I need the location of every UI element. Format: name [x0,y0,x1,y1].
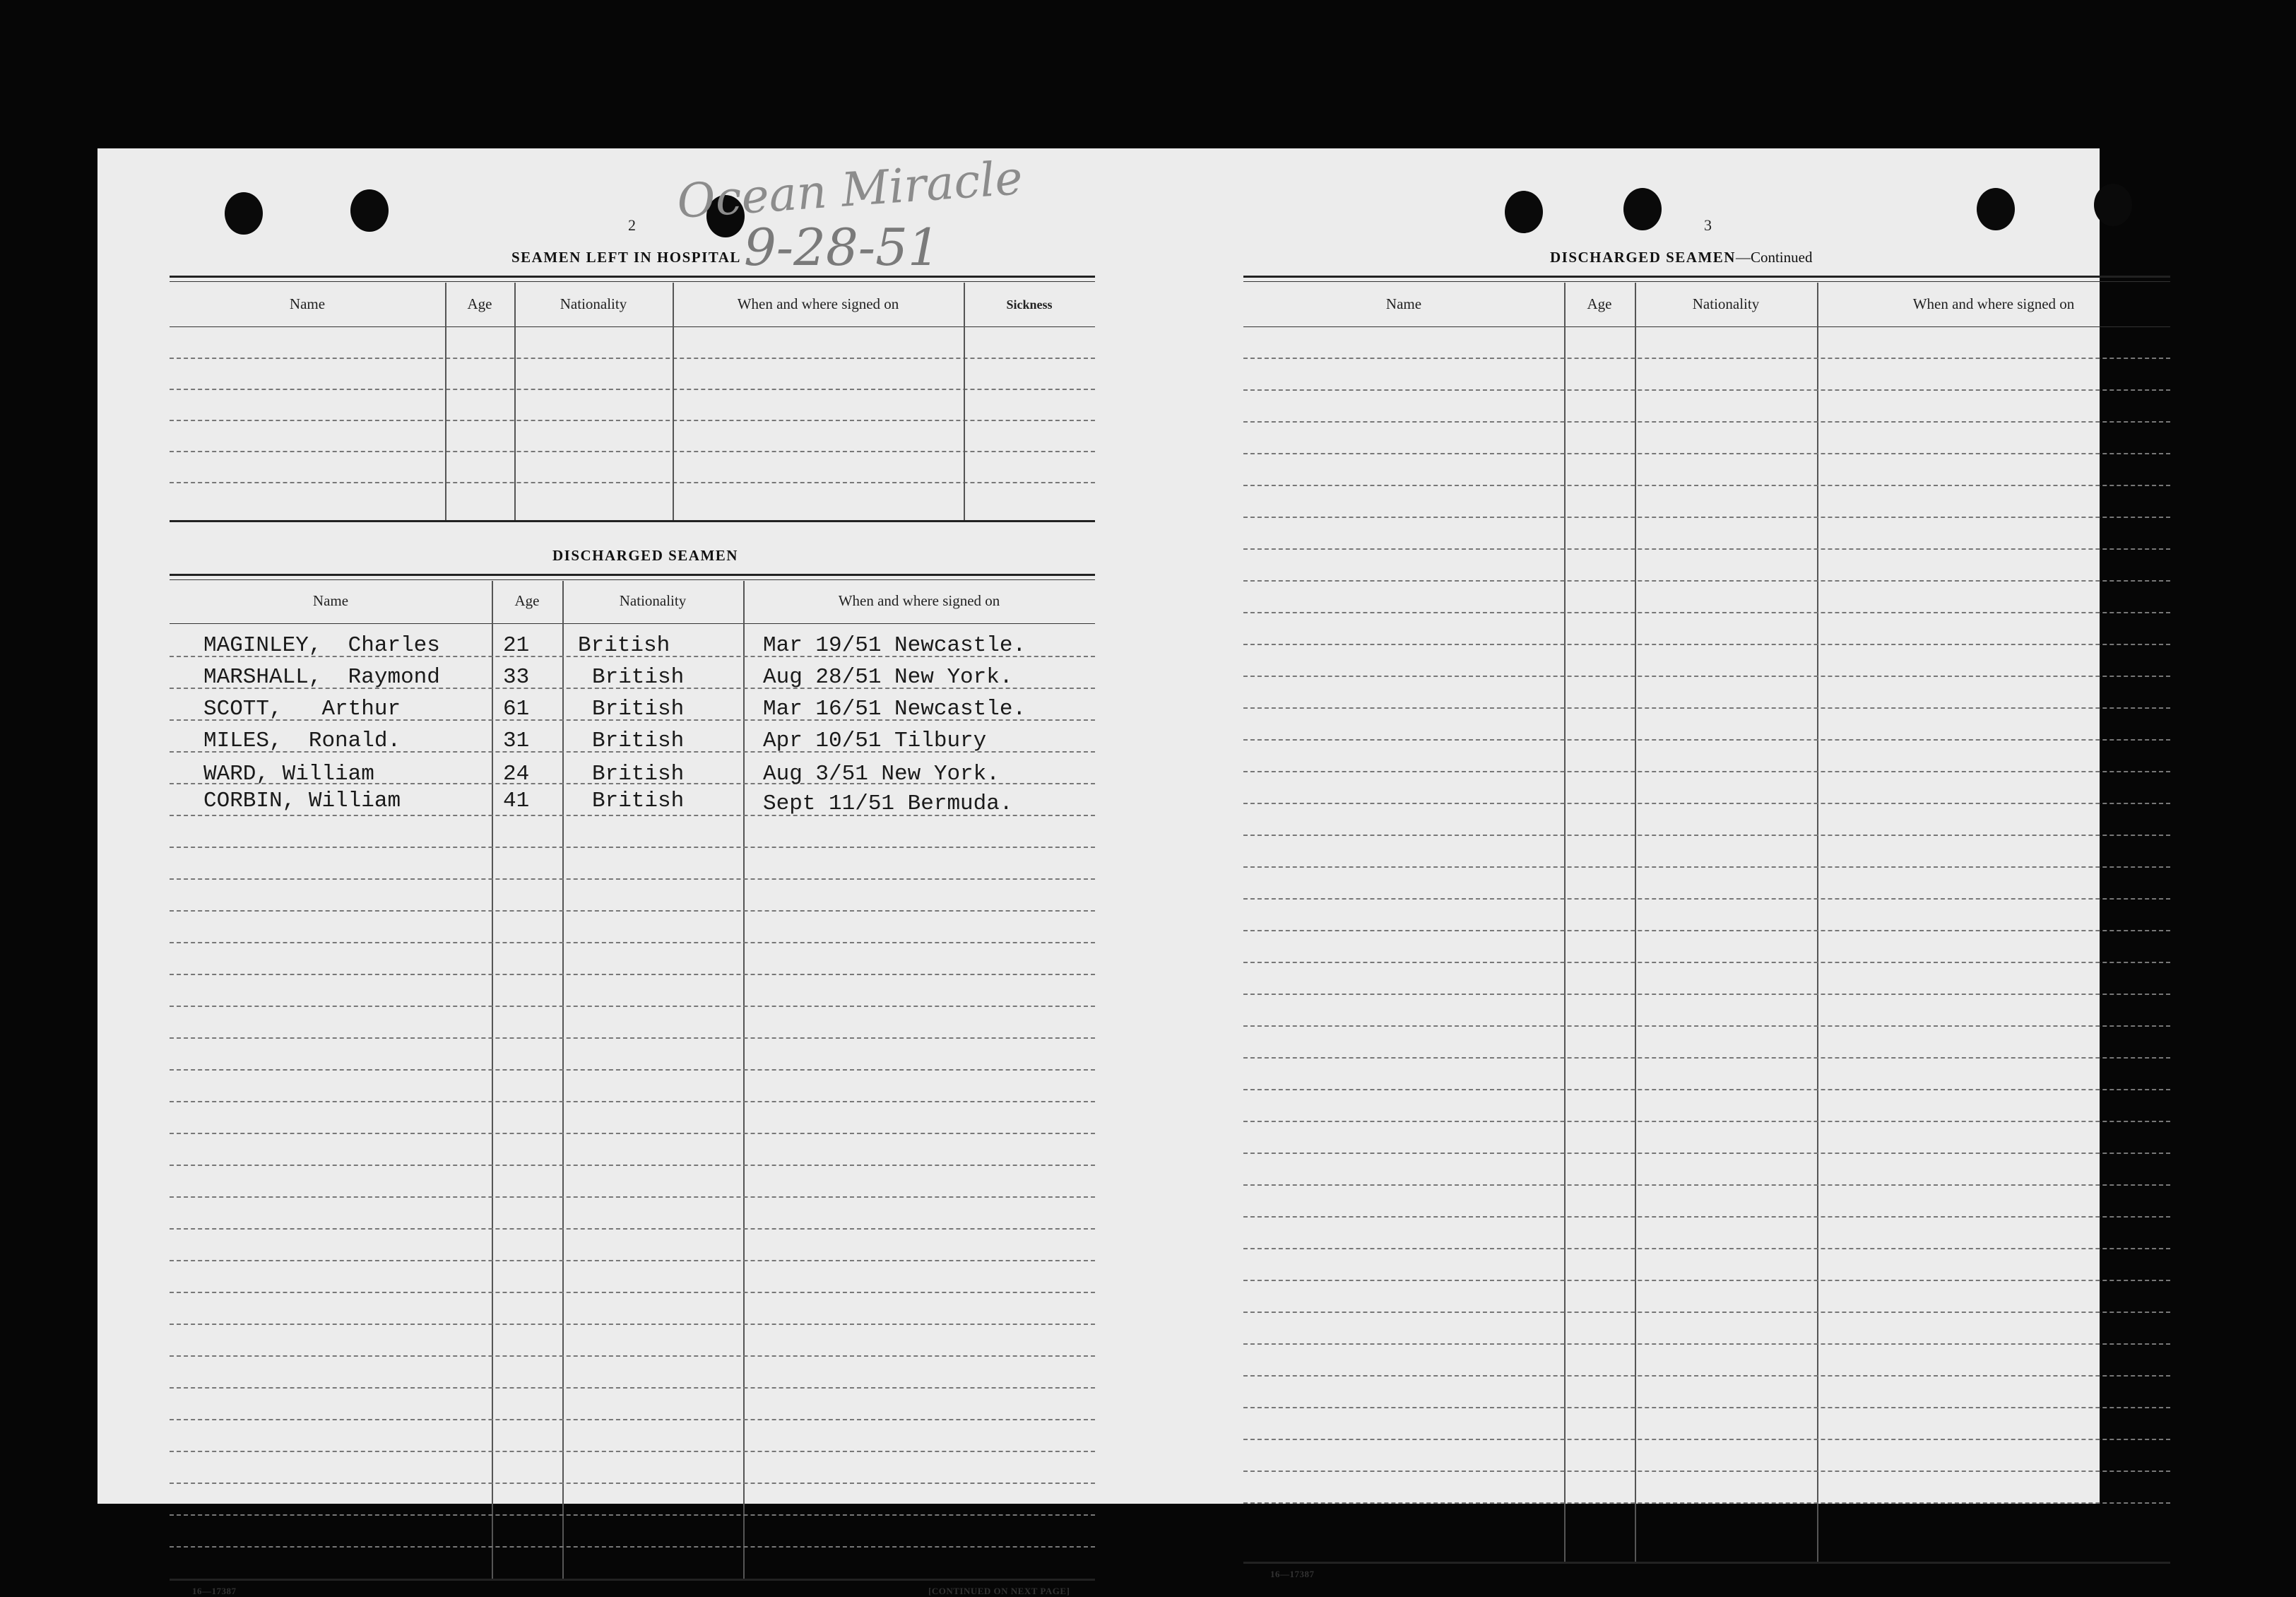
row-3-signed-on: Mar 16/51 Newcastle. [763,697,1026,721]
row-line [1243,1280,2170,1281]
hospital-col-signed-on: When and where signed on [737,295,899,312]
row-line [170,1514,1095,1516]
row-line [170,910,1095,912]
row-line [1243,676,2170,677]
row-line [1243,1502,2170,1504]
hospital-col-name: Name [289,295,326,312]
row-line [170,1133,1095,1134]
row-5-nationality: British [592,762,685,786]
column-divider [743,581,745,1579]
row-line [170,389,1095,390]
row-line [1243,1216,2170,1218]
row-line [170,358,1095,359]
punch-hole [1505,191,1543,233]
row-line [170,451,1095,452]
row-line [1243,453,2170,454]
row-line [1243,739,2170,741]
row-line [1243,707,2170,709]
discharged-continued-title: DISCHARGED SEAMEN—Continued [1550,249,1813,266]
rule [1243,276,2170,278]
column-divider [1817,283,1818,1562]
page-number-right: 3 [1704,216,1712,234]
row-2-signed-on: Aug 28/51 New York. [763,665,1013,690]
row-line [1243,1248,2170,1249]
row-1-signed-on: Mar 19/51 Newcastle. [763,633,1026,658]
hospital-col-age: Age [467,295,492,312]
rule [1243,326,2170,327]
column-divider [673,283,674,520]
page-number-left: 2 [628,216,636,234]
rule [170,520,1095,522]
row-line [1243,1184,2170,1186]
row-line [170,1037,1095,1039]
punch-hole [350,189,389,232]
rule [1243,1562,2170,1564]
column-divider [964,283,965,520]
row-line [170,1451,1095,1452]
rule [170,281,1095,282]
row-6-name: CORBIN, William [203,789,401,813]
row-line [1243,803,2170,804]
row-4-age: 31 [503,729,530,753]
form-number-left: 16—17387 [192,1586,237,1596]
punch-hole [2094,184,2132,226]
row-line [170,420,1095,421]
row-line [170,1546,1095,1548]
right-col-name: Name [1385,295,1422,312]
hospital-col-sickness: Sickness [1006,297,1053,312]
hospital-col-nationality: Nationality [560,295,627,312]
hospital-section-title: SEAMEN LEFT IN HOSPITAL [511,249,741,266]
row-5-name: WARD, William [203,762,374,786]
discharged-col-signed-on: When and where signed on [838,592,1000,609]
row-line [1243,1312,2170,1313]
rule [170,574,1095,576]
rule [170,623,1095,624]
continued-note: [CONTINUED ON NEXT PAGE] [928,1586,1070,1596]
row-6-age: 41 [503,789,530,813]
right-col-nationality: Nationality [1692,295,1760,312]
row-line [1243,866,2170,868]
punch-hole [225,192,263,235]
discharged-col-name: Name [312,592,349,609]
document-sheet [97,148,2100,1596]
row-line [1243,1471,2170,1472]
rule [170,326,1095,327]
row-line [170,1101,1095,1102]
row-4-name: MILES, Ronald. [203,729,401,753]
rule [170,276,1095,278]
column-divider [445,283,446,520]
row-line [170,1196,1095,1198]
row-3-nationality: British [592,697,685,721]
row-line [1243,612,2170,613]
row-line [1243,930,2170,931]
row-line [1243,1089,2170,1090]
row-line [1243,1153,2170,1154]
row-line [170,1355,1095,1357]
row-6-signed-on: Sept 11/51 Bermuda. [763,791,1013,816]
row-line [1243,421,2170,423]
column-divider [1564,283,1566,1562]
row-line [170,1387,1095,1389]
row-line [1243,358,2170,359]
row-line [1243,548,2170,550]
row-line [1243,962,2170,963]
row-line [170,1165,1095,1166]
row-line [1243,1407,2170,1408]
rule [170,579,1095,580]
row-line [170,1006,1095,1007]
punch-hole [1977,188,2015,230]
row-1-name: MAGINLEY, Charles [203,633,440,658]
row-1-age: 21 [503,633,530,658]
right-col-age: Age [1587,295,1612,312]
row-line [1243,1343,2170,1345]
row-5-signed-on: Aug 3/51 New York. [763,762,1000,786]
row-line [170,1324,1095,1325]
row-line [170,482,1095,483]
column-divider [514,283,516,520]
row-line [1243,644,2170,645]
row-line [1243,835,2170,836]
rule [1243,281,2170,282]
row-1-nationality: British [578,633,670,658]
row-4-signed-on: Apr 10/51 Tilbury [763,729,987,753]
row-line [1243,1439,2170,1440]
row-line [1243,1057,2170,1059]
row-line [170,974,1095,975]
row-line [170,1260,1095,1261]
row-line [1243,389,2170,391]
punch-hole [1623,188,1662,230]
row-line [1243,1025,2170,1027]
row-5-age: 24 [503,762,530,786]
handwritten-date: 9-28-51 [744,218,940,277]
row-line [1243,1375,2170,1377]
right-col-signed-on: When and where signed on [1912,295,2075,312]
row-2-nationality: British [592,665,685,690]
row-line [1243,771,2170,772]
row-line [1243,1121,2170,1122]
row-line [170,847,1095,848]
discharged-col-nationality: Nationality [619,592,687,609]
row-line [1243,485,2170,486]
row-3-name: SCOTT, Arthur [203,697,401,721]
handwritten-vessel-name: Ocean Miracle [675,151,1024,229]
rule [170,1579,1095,1581]
row-4-nationality: British [592,729,685,753]
row-line [170,1483,1095,1484]
row-2-name: MARSHALL, Raymond [203,665,440,690]
row-line [1243,580,2170,582]
row-line [170,1292,1095,1293]
column-divider [1635,283,1636,1562]
discharged-section-title: DISCHARGED SEAMEN [552,547,738,564]
column-divider [492,581,493,1579]
row-2-age: 33 [503,665,530,690]
row-line [170,942,1095,943]
row-line [1243,898,2170,900]
row-3-age: 61 [503,697,530,721]
row-line [170,1228,1095,1230]
column-divider [562,581,564,1579]
row-line [170,1069,1095,1071]
row-line [170,1419,1095,1420]
row-line [1243,517,2170,518]
row-line [1243,994,2170,995]
row-line [170,878,1095,880]
discharged-col-age: Age [514,592,540,609]
form-number-right: 16—17387 [1270,1569,1315,1579]
row-6-nationality: British [592,789,685,813]
